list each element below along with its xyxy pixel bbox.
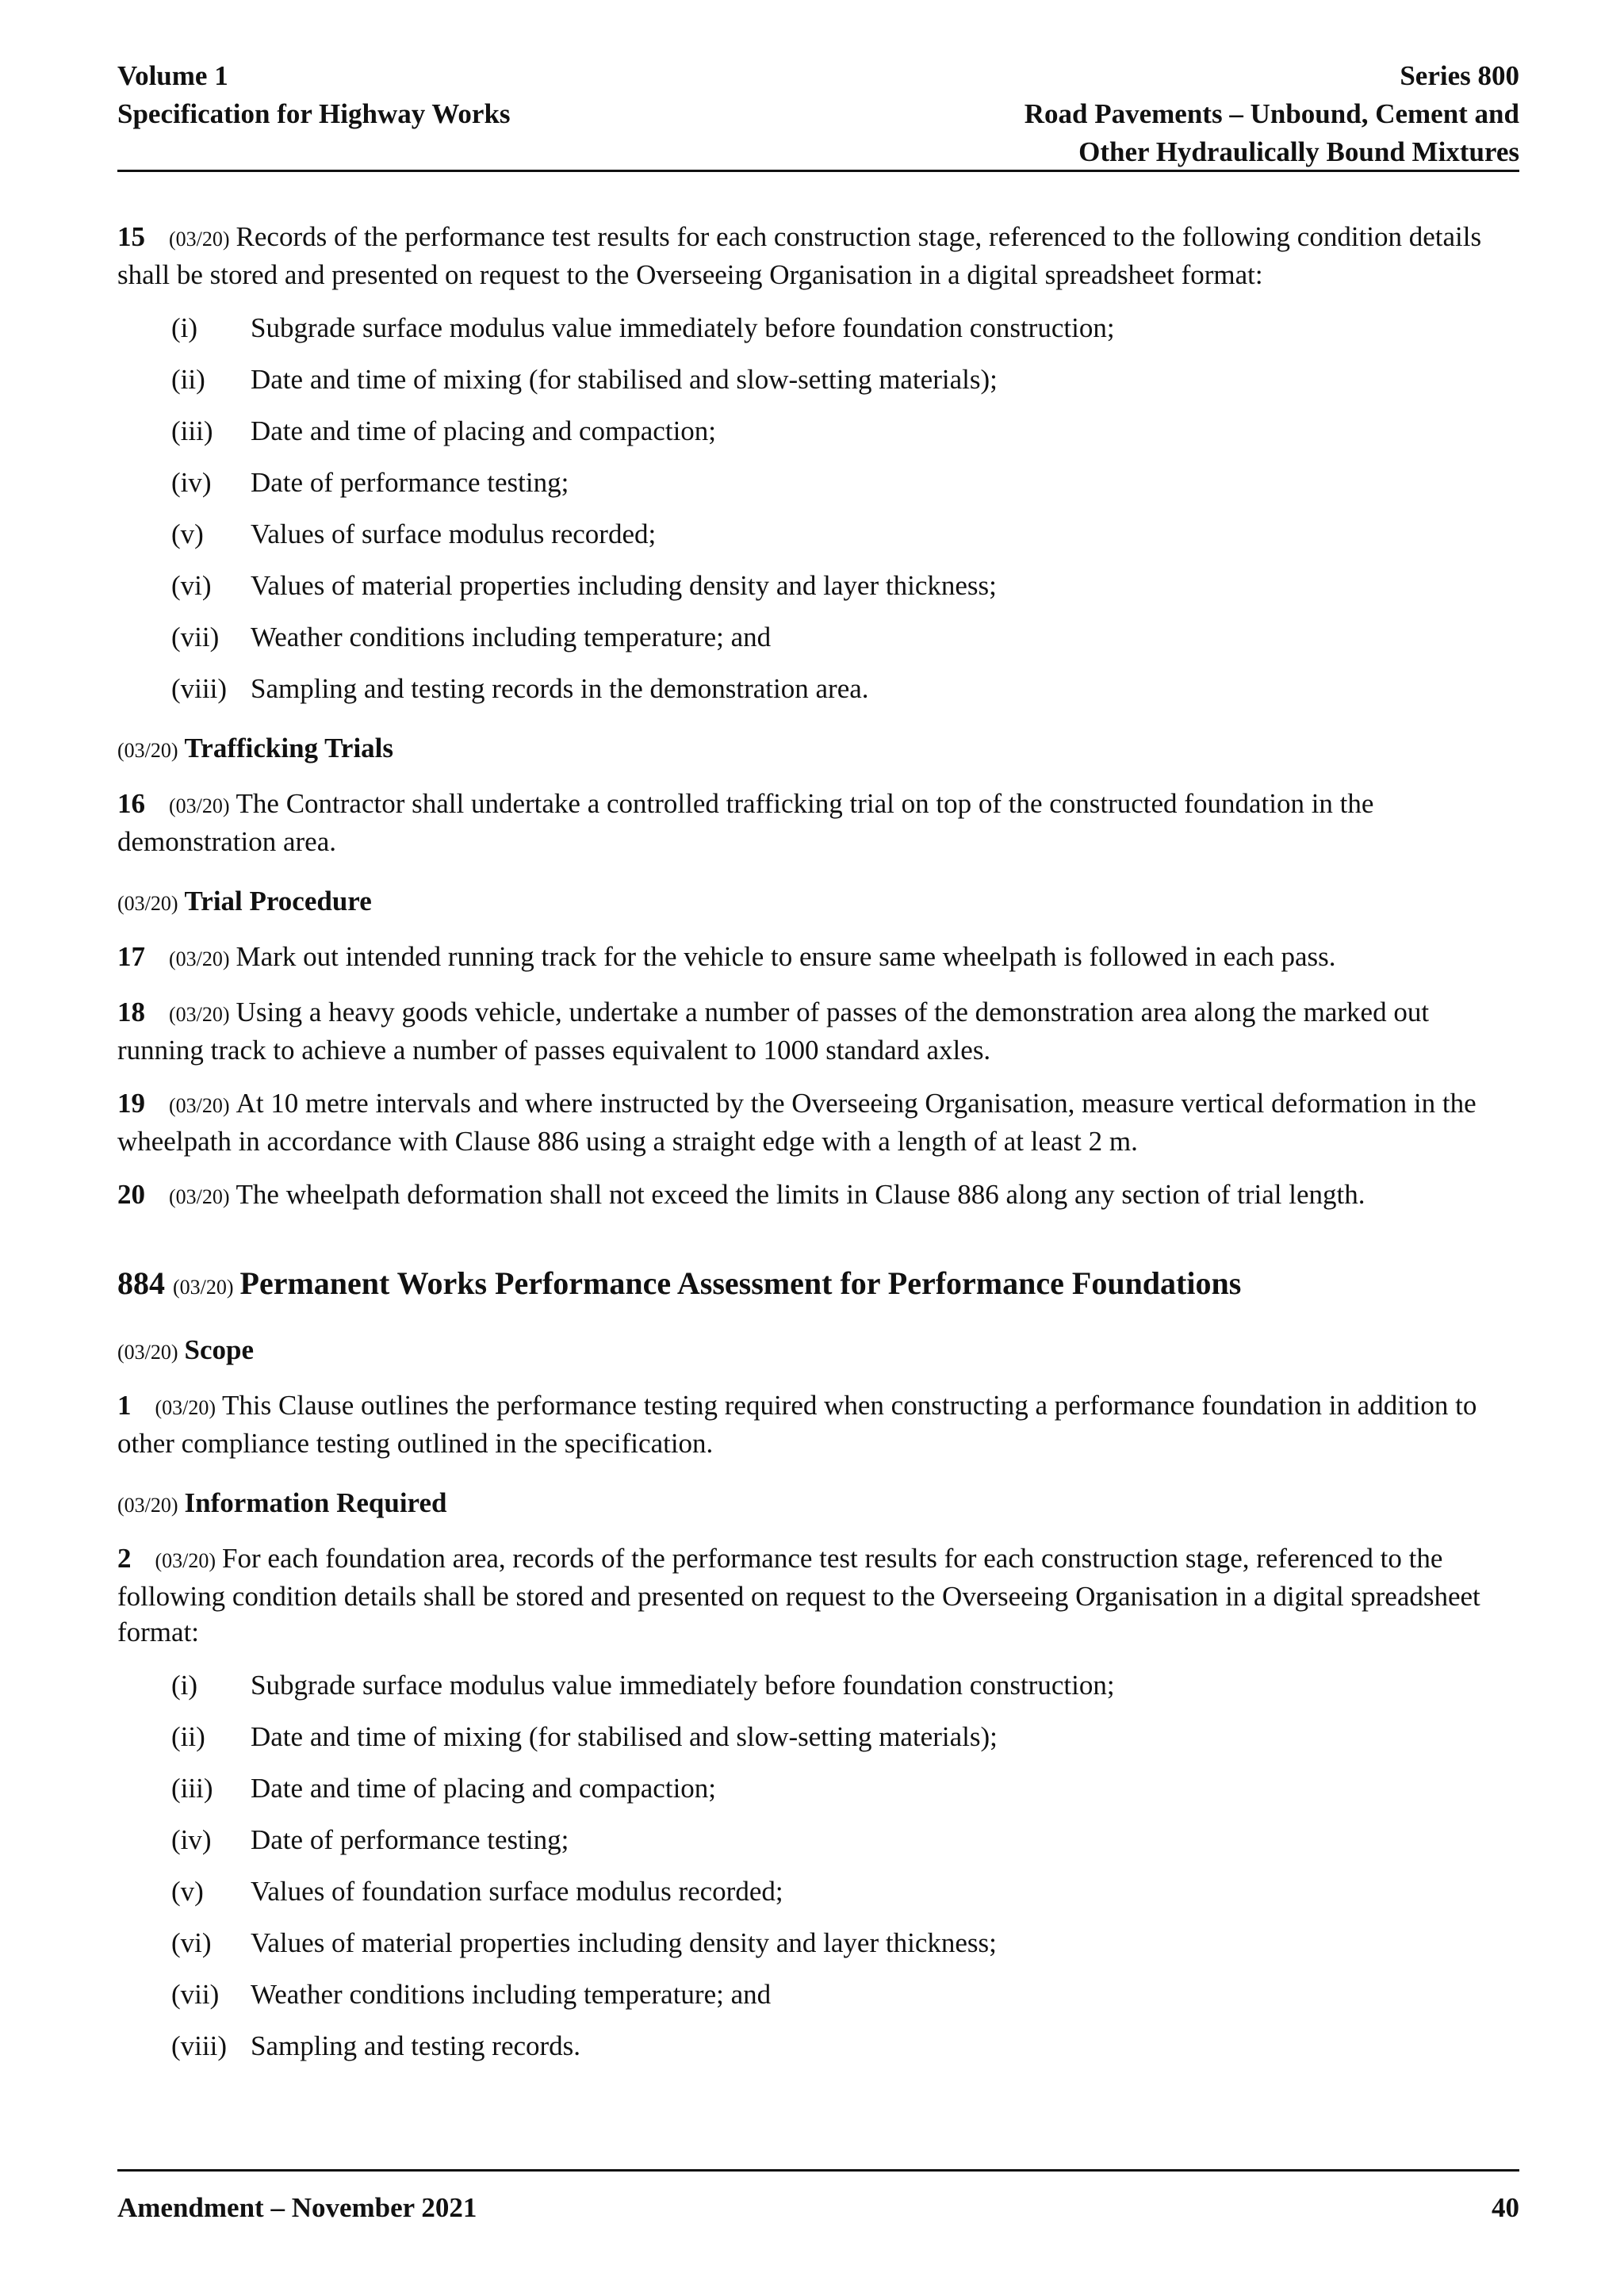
list-item — [171, 310, 1519, 346]
amendment-mark: (03/20) — [169, 794, 230, 817]
amendment-mark: (03/20) — [169, 1094, 230, 1117]
amendment-mark: (03/20) — [117, 1494, 178, 1517]
list-item-text: Values of material properties including density and layer thickness; — [251, 570, 997, 601]
list-item — [171, 1873, 1519, 1909]
list-item-number: (iv) — [171, 1824, 212, 1855]
list-item-text: Date of performance testing; — [251, 467, 569, 498]
paragraph-18 — [117, 994, 1519, 1068]
subheading-trial-procedure — [117, 883, 1519, 921]
paragraph-20 — [117, 1177, 1519, 1215]
list-item — [171, 1976, 1519, 2012]
subheading-information-required — [117, 1485, 1519, 1523]
list-item-text: Date of performance testing; — [251, 1824, 569, 1855]
list-item-text: Sampling and testing records. — [251, 2030, 581, 2061]
amendment-mark: (03/20) — [117, 892, 178, 915]
list-item-text: Values of surface modulus recorded; — [251, 519, 657, 549]
list-item-text: Date and time of mixing (for stabilised and slow-setting materials); — [251, 364, 998, 395]
paragraph-number: 18 — [117, 997, 145, 1027]
list-item-number: (iv) — [171, 467, 212, 498]
subheading-text: Scope — [184, 1334, 255, 1365]
list-item-text: Date and time of placing and compaction; — [251, 1773, 717, 1804]
list-item-text: Values of foundation surface modulus recorded; — [251, 1876, 783, 1907]
amendment-mark: (03/20) — [117, 739, 178, 762]
list-item-number: (v) — [171, 1876, 204, 1907]
clause-title: Permanent Works Performance Assessment for Performance Foundations — [239, 1265, 1242, 1301]
condition-list-15 — [171, 310, 1519, 706]
paragraph-number: 19 — [117, 1088, 145, 1119]
series-label: Series 800 — [1400, 60, 1519, 91]
list-item — [171, 2028, 1519, 2064]
paragraph-17 — [117, 939, 1519, 977]
list-item-number: (iii) — [171, 1773, 213, 1804]
page-header — [117, 57, 1519, 172]
list-item-text: Subgrade surface modulus value immediately before foundation construction; — [251, 312, 1115, 343]
list-item — [171, 671, 1519, 706]
paragraph-text: At 10 metre intervals and where instructed by the Overseeing Organisation, measure vertical deformation in the wheelpath in accordance with Clause 886 using a straight edge with a length of at least 2 m. — [117, 1088, 1477, 1157]
paragraph-text: Mark out intended running track for the vehicle to ensure same wheelpath is followed in each pass. — [236, 941, 1336, 972]
amendment-mark: (03/20) — [169, 947, 230, 970]
paragraph-19 — [117, 1085, 1519, 1159]
paragraph-text: Using a heavy goods vehicle, undertake a number of passes of the demonstration area along the marked out running track to achieve a number of passes equivalent to 1000 standard axles. — [117, 997, 1430, 1066]
list-item-number: (viii) — [171, 2030, 227, 2061]
list-item — [171, 1925, 1519, 1961]
page-footer — [117, 2169, 1519, 2224]
paragraph-1 — [117, 1387, 1519, 1461]
list-item-text: Values of material properties including density and layer thickness; — [251, 1927, 997, 1958]
list-item-number: (vi) — [171, 1927, 212, 1958]
subheading-scope — [117, 1332, 1519, 1370]
condition-list-2 — [171, 1667, 1519, 2064]
paragraph-number: 1 — [117, 1390, 132, 1421]
subheading-trafficking-trials — [117, 730, 1519, 768]
paragraph-number: 2 — [117, 1543, 132, 1574]
series-title-line1: Road Pavements – Unbound, Cement and — [1024, 98, 1519, 129]
list-item-text: Weather conditions including temperature; and — [251, 622, 772, 652]
list-item — [171, 1719, 1519, 1755]
series-title-line2: Other Hydraulically Bound Mixtures — [1078, 136, 1519, 167]
clause-884-heading — [117, 1265, 1519, 1305]
amendment-mark: (03/20) — [169, 228, 230, 251]
subheading-text: Information Required — [184, 1487, 447, 1518]
amendment-mark: (03/20) — [169, 1003, 230, 1026]
header-left — [117, 57, 511, 133]
list-item-number: (i) — [171, 1670, 198, 1701]
list-item — [171, 1667, 1519, 1703]
subheading-text: Trial Procedure — [184, 886, 372, 916]
list-item-number: (ii) — [171, 364, 205, 395]
paragraph-text: This Clause outlines the performance testing required when constructing a performance foundation in addition to other compliance testing outlined in the specification. — [117, 1390, 1477, 1459]
paragraph-16 — [117, 786, 1519, 859]
paragraph-text: Records of the performance test results for each construction stage, referenced to the following condition details shall be stored and presented on request to the Overseeing Organisation in a digital spreadsheet format: — [117, 221, 1482, 290]
amendment-mark: (03/20) — [169, 1185, 230, 1208]
amendment-mark: (03/20) — [173, 1276, 234, 1299]
amendment-mark: (03/20) — [117, 1341, 178, 1364]
list-item — [171, 1770, 1519, 1806]
paragraph-number: 17 — [117, 941, 145, 972]
paragraph-number: 20 — [117, 1179, 145, 1210]
paragraph-text: For each foundation area, records of the performance test results for each construction stage, referenced to the following condition details shall be stored and presented on request to the Overseeing Organisation in a digital spreadsheet format: — [117, 1543, 1480, 1647]
list-item-number: (ii) — [171, 1721, 205, 1752]
paragraph-number: 16 — [117, 788, 145, 819]
list-item-number: (v) — [171, 519, 204, 549]
list-item-number: (vii) — [171, 622, 220, 652]
volume-label: Volume 1 — [117, 60, 228, 91]
spec-title: Specification for Highway Works — [117, 98, 511, 129]
list-item-number: (vi) — [171, 570, 212, 601]
page-content — [117, 219, 1519, 2080]
header-right — [1025, 57, 1519, 171]
list-item-text: Date and time of mixing (for stabilised and slow-setting materials); — [251, 1721, 998, 1752]
subheading-text: Trafficking Trials — [184, 733, 394, 763]
amendment-date: Amendment – November 2021 — [117, 2192, 477, 2223]
paragraph-text: The wheelpath deformation shall not exceed the limits in Clause 886 along any section of trial length. — [236, 1179, 1365, 1210]
list-item-text: Sampling and testing records in the demonstration area. — [251, 673, 869, 704]
list-item-text: Subgrade surface modulus value immediately before foundation construction; — [251, 1670, 1115, 1701]
clause-number: 884 — [117, 1265, 165, 1301]
paragraph-2 — [117, 1540, 1519, 1650]
list-item-number: (i) — [171, 312, 198, 343]
paragraph-number: 15 — [117, 221, 145, 252]
list-item — [171, 465, 1519, 500]
amendment-mark: (03/20) — [155, 1396, 216, 1419]
paragraph-15 — [117, 219, 1519, 293]
list-item-number: (viii) — [171, 673, 227, 704]
list-item — [171, 619, 1519, 655]
list-item — [171, 362, 1519, 397]
amendment-mark: (03/20) — [155, 1549, 216, 1572]
list-item — [171, 516, 1519, 552]
paragraph-text: The Contractor shall undertake a controlled trafficking trial on top of the constructed foundation in the demonstration area. — [117, 788, 1374, 857]
list-item-text: Date and time of placing and compaction; — [251, 415, 717, 446]
list-item-number: (vii) — [171, 1979, 220, 2010]
page-number: 40 — [1492, 2192, 1519, 2223]
list-item — [171, 1822, 1519, 1858]
list-item — [171, 568, 1519, 603]
list-item — [171, 413, 1519, 449]
list-item-number: (iii) — [171, 415, 213, 446]
list-item-text: Weather conditions including temperature; and — [251, 1979, 772, 2010]
